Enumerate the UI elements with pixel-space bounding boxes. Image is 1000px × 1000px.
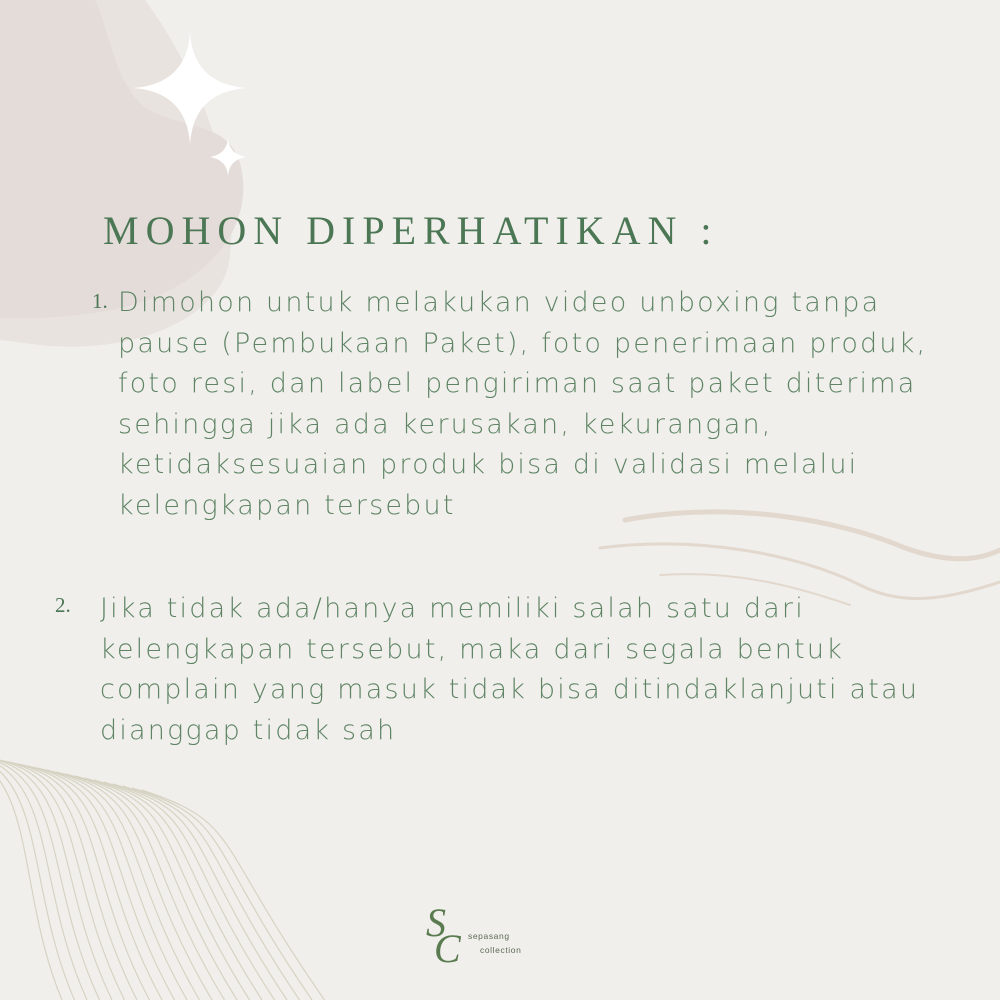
item-number: 2. xyxy=(55,593,71,617)
page-title: MOHON DIPERHATIKAN : xyxy=(103,208,719,253)
contour-line xyxy=(75,776,237,1000)
contour-line xyxy=(94,780,262,1000)
contour-line xyxy=(0,756,112,1000)
item-text: Dimohon untuk melakukan video unboxing tanpa pause (Pembukaan Paket), foto penerimaan produk, foto resi, dan label pengiriman saat paket diterima sehingga jika ada kerusakan, kekurangan, ketidaksesuaian produk bisa di validasi melalui kelengkapan tersebut xyxy=(118,287,928,521)
logo-line-1: sepasang xyxy=(468,931,510,941)
contour-lines xyxy=(0,748,325,1000)
logo-line-2: collection xyxy=(480,945,522,955)
brand-logo xyxy=(422,900,552,982)
logo-monogram: S C xyxy=(426,900,461,971)
contour-line xyxy=(142,790,325,1000)
contour-line xyxy=(104,782,275,1000)
item-text: Jika tidak ada/hanya memiliki salah satu dari kelengkapan tersebut, maka dari segala bentuk complain yang masuk tidak bisa ditindaklanjuti atau dianggap tidak sah xyxy=(100,593,920,746)
logo-wordmark xyxy=(468,929,521,957)
contour-line xyxy=(47,770,200,1000)
contour-line xyxy=(132,788,312,1000)
item-number: 1. xyxy=(92,289,108,313)
